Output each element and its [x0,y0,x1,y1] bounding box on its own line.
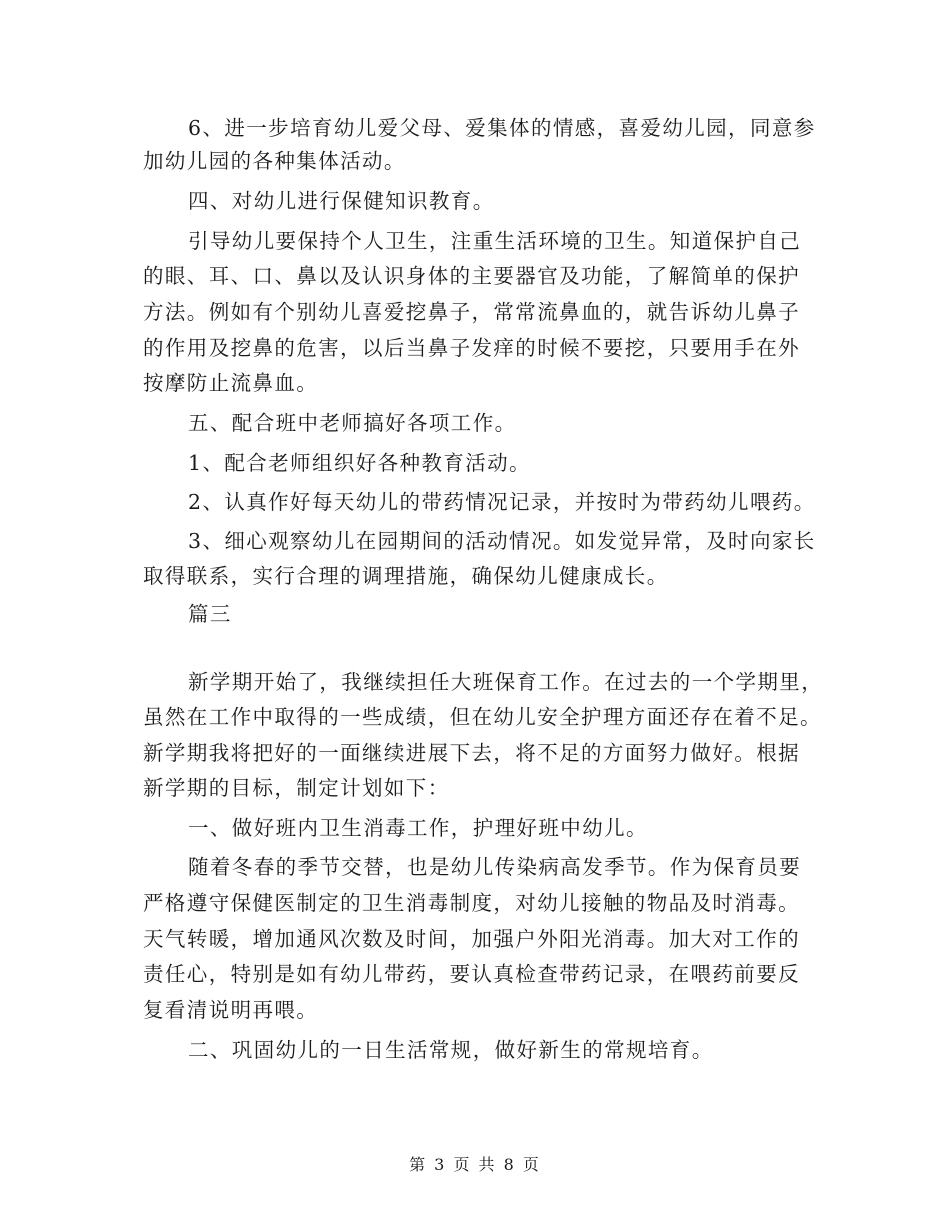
text-line: 复看清说明再喂。 [143,998,319,1022]
text-line: 按摩防止流鼻血。 [143,371,319,395]
text-line: 责任心，特别是如有幼儿带药，要认真检查带药记录，在喂药前要反 [143,962,800,986]
section-heading: 四、对幼儿进行保健知识教育。 [188,189,495,213]
text-line: 3、细心观察幼儿在园期间的活动情况。如发觉异常，及时向家长 [188,529,816,553]
text-line: 2、认真作好每天幼儿的带药情况记录，并按时为带药幼儿喂药。 [188,490,816,514]
text-line: 随着冬春的季节交替，也是幼儿传染病高发季节。作为保育员要 [188,855,802,879]
text-line: 天气转暖，增加通风次数及时间，加强户外阳光消毒。加大对工作的 [143,927,800,951]
text-line: 的作用及挖鼻的危害，以后当鼻子发痒的时候不要挖，只要用手在外 [143,336,800,360]
section-title: 篇三 [188,602,232,626]
text-line: 的眼、耳、口、鼻以及认识身体的主要器官及功能，了解简单的保护 [143,264,800,288]
text-line: 1、配合老师组织好各种教育活动。 [188,451,531,475]
section-heading: 一、做好班内卫生消毒工作，护理好班中幼儿。 [188,816,648,840]
text-line: 新学期开始了，我继续担任大班保育工作。在过去的一个学期里， [188,670,824,694]
text-line: 新学期我将把好的一面继续进展下去，将不足的方面努力做好。根据 [143,741,800,765]
text-line: 引导幼儿要保持个人卫生，注重生活环境的卫生。知道保护自己 [188,229,802,253]
page-number-footer: 第 3 页 共 8 页 [409,1155,541,1174]
text-line: 方法。例如有个别幼儿喜爱挖鼻子，常常流鼻血的，就告诉幼儿鼻子 [143,300,800,324]
text-line: 新学期的目标，制定计划如下： [143,776,450,800]
text-line: 加幼儿园的各种集体活动。 [143,149,406,173]
text-line: 6、进一步培育幼儿爱父母、爱集体的情感，喜爱幼儿园，同意参 [188,116,816,140]
text-line: 取得联系，实行合理的调理措施，确保幼儿健康成长。 [143,564,669,588]
section-heading: 五、配合班中老师搞好各项工作。 [188,411,517,435]
section-heading: 二、巩固幼儿的一日生活常规，做好新生的常规培育。 [188,1038,714,1062]
text-line: 虽然在工作中取得的一些成绩，但在幼儿安全护理方面还存在着不足。 [143,705,822,729]
text-line: 严格遵守保健医制定的卫生消毒制度，对幼儿接触的物品及时消毒。 [143,891,800,915]
